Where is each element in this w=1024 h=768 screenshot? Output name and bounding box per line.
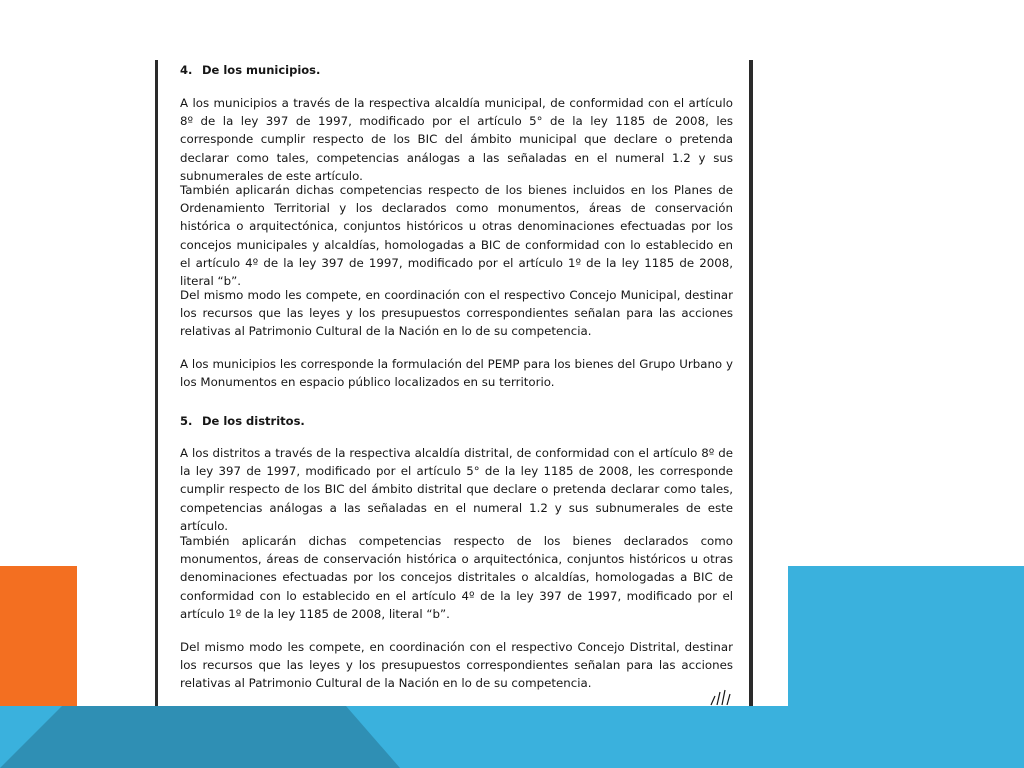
section-4-title: De los municipios. <box>202 63 321 77</box>
section-4-number: 4. <box>180 63 193 77</box>
section-5-heading <box>180 414 305 428</box>
section-4-paragraph-4: A los municipios les corresponde la formulación del PEMP para los bienes del Grupo Urbano y los Monumentos en espacio público localizados en su territorio. <box>180 357 733 390</box>
section-4-paragraph-2: También aplicarán dichas competencias respecto de los bienes incluidos en los Planes de Ordenamiento Territorial y los declarados como monumentos, áreas de conservación histórica o arquitectónica, conjuntos históricos u otras denominaciones efectuadas por los concejos municipales y alcaldías, homologadas a BIC de conformidad con lo establecido en el artículo 4º de la ley 397 de 1997, modificado por el artículo 1º de la ley 1185 de 2008, literal “b”. <box>180 183 733 289</box>
teal-footer-shape <box>0 706 400 768</box>
section-5-paragraph-1: A los distritos a través de la respectiva alcaldía distrital, de conformidad con el artículo 8º de la ley 397 de 1997, modificado por el artículo 5° de la ley 1185 de 2008, les corresponde cumplir respecto de los BIC del ámbito distrital que declare o pretenda declarar como tales, competencias análogas a las señaladas en el numeral 1.2 y sus subnumerales de este artículo. <box>180 446 733 533</box>
signature-mark <box>709 688 739 706</box>
scan-left-border <box>155 60 158 706</box>
section-4-paragraph-1: A los municipios a través de la respectiva alcaldía municipal, de conformidad con el artículo 8º de la ley 397 de 1997, modificado por el artículo 5° de la ley 1185 de 2008, les corresponde cumplir respecto de los BIC del ámbito municipal que declare o pretenda declarar como tales, competencias análogas a las señaladas en el numeral 1.2 y sus subnumerales de este artículo. <box>180 96 733 183</box>
teal-footer-polygon <box>0 706 400 768</box>
scanned-document-page <box>155 60 753 706</box>
scan-right-border <box>749 60 753 706</box>
section-5-title: De los distritos. <box>202 414 305 428</box>
section-4-heading <box>180 63 320 77</box>
section-5-number: 5. <box>180 414 193 428</box>
signature-stroke <box>711 690 730 705</box>
section-5-paragraph-2: También aplicarán dichas competencias respecto de los bienes declarados como monumentos, áreas de conservación histórica o arquitectónica, conjuntos históricos u otras denominaciones efectuadas por los concejos distritales o alcaldías, homologadas a BIC de conformidad con lo establecido en el artículo 4º de la ley 397 de 1997, modificado por el artículo 1º de la ley 1185 de 2008, literal “b”. <box>180 534 733 621</box>
section-4-paragraph-3: Del mismo modo les compete, en coordinación con el respectivo Concejo Municipal, destinar los recursos que las leyes y los presupuestos correspondientes señalan para las acciones relativas al Patrimonio Cultural de la Nación en lo de su competencia. <box>180 288 733 339</box>
section-5-paragraph-3: Del mismo modo les compete, en coordinación con el respectivo Concejo Distrital, destinar los recursos que las leyes y los presupuestos correspondientes señalan para las acciones relativas al Patrimonio Cultural de la Nación en lo de su competencia. <box>180 640 733 691</box>
